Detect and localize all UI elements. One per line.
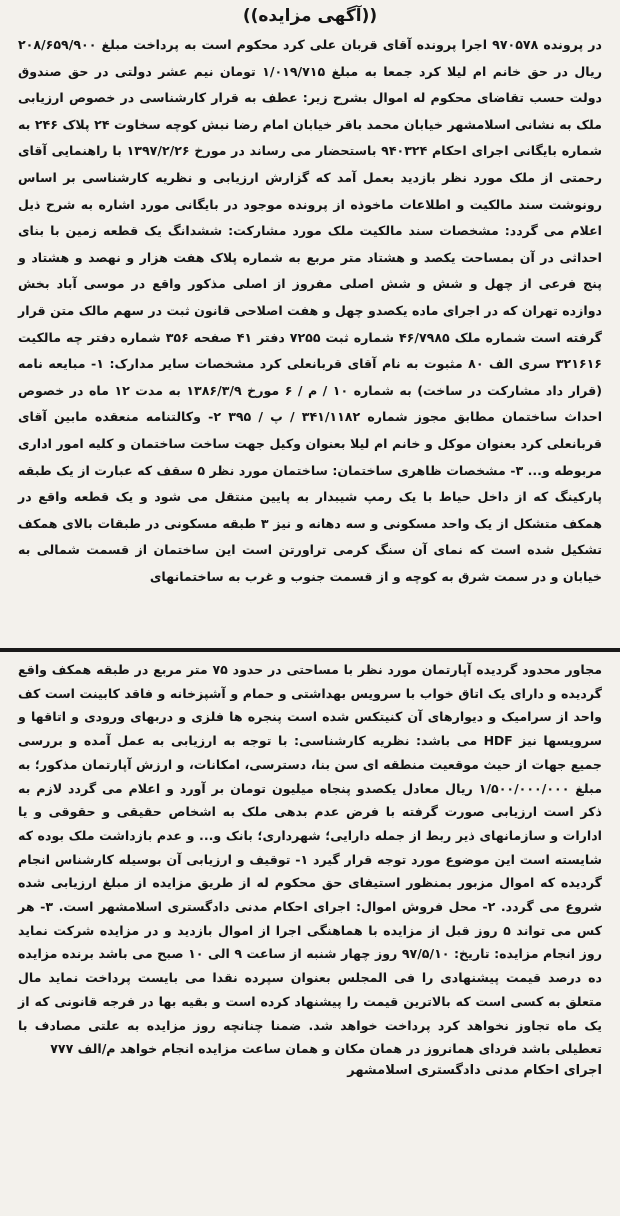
notice-title: ((آگهی مزایده)) bbox=[242, 6, 378, 26]
notice-paragraph-1: در پرونده ۹۷۰۵۷۸ اجرا پرونده آقای قربان علی کرد محکوم است به پرداخت مبلغ ۲۰۸/۶۵۹/۹۰۰ ریال در حق خانم ام لیلا کرد جمعا به مبلغ ۱/۰۱۹/۷۱۵ تومان نیم عشر دولتی در حق صندوق دولت حسب تقاضای محکوم له اموال بشرح زیر: عطف به قرار کارشناسی در خصوص ارزیابی ملک به نشانی اسلامشهر خیابان محمد باقر خیابان امام رضا نبش کوچه سخاوت ۲۴ پلاک ۲۴۶ به شماره بایگانی اجرای احکام ۹۴۰۳۲۴ باستحضار می رساند در مورخ ۱۳۹۷/۲/۲۶ با راهنمایی آقای رحمتی از ملک مورد نظر بازدید بعمل آمد که گزارش ارزیابی و نظریه کارشناسی بر اساس رونوشت سند مالکیت و اطلاعات ماخوذه از پرونده موجود در بایگانی مورد اشاره به شرح ذیل اعلام می گردد: مشخصات سند مالکیت ملک مورد مشارکت: ششدانگ یک قطعه زمین با بنای احداثی در آن بمساحت یکصد و هشتاد متر مربع به شماره پلاک هفت هزار و نهصد و هشتاد و پنج فرعی از چهل و شش و شش اصلی مفروز از اصلی مذکور واقع در موسی آباد بخش دوازده تهران که در اجرای ماده یکصدو چهل و هفت اصلاحی قانون ثبت در سهم مالک متن قرار گرفته است شماره ملک ۴۶/۷۹۸۵ شماره ثبت ۷۲۵۵ دفتر ۴۱ صفحه ۳۵۶ شماره دفتر چه مالکیت ۳۲۱۶۱۶ سری الف ۸۰ مثبوت به نام آقای قربانعلی کرد مشخصات سایر مدارک: ۱- مبایعه نامه (قرار داد مشارکت در ساخت) به شماره ۱۰ / م / ۶ مورخ ۱۳۸۶/۳/۹ به مدت ۱۲ ماه در خصوص احداث ساختمان مطابق مجوز شماره ۳۴۱/۱۱۸۲ / پ / ۳۹۵ ۲- وکالتنامه منعقده مابین آقای قربانعلی کرد بعنوان موکل و خانم ام لیلا بعنوان وکیل جهت ساخت ساختمان و کلیه امور اداری مربوطه و... ۳- مشخصات ظاهری ساختمان: ساختمان مورد نظر ۵ سقف که عبارت از یک طبقه پارکینگ که از داخل حیاط با یک رمپ شیبدار به پایین منتقل می شود و یک قطعه واقع در همکف متشکل از یک واحد مسکونی و سه دهانه و نیز ۳ طبقه مسکونی در طبقات بالای همکف تشکیل شده است که نمای آن سنگ کرمی تراورتن است این ساختمان از قسمت شمالی به خیابان و در سمت شرق به کوچه و از قسمت جنوب و غرب به ساختمانهای bbox=[18, 37, 603, 584]
notice-column-top bbox=[10, 0, 610, 648]
notice-paragraph-2: مجاور محدود گردیده آپارتمان مورد نظر با مساحتی در حدود ۷۵ متر مربع در طبقه همکف واقع گردیده و دارای یک اتاق خواب با سرویس بهداشتی و حمام و آشپزخانه و فاقد کابینت است کف واحد از سرامیک و دیوارهای آن کنیتکس شده است پنجره ها فلزی و دربهای ورودی و اتاقها و سرویسها نیز HDF می باشد: نظریه کارشناسی: با توجه به ارزیابی به عمل آمده و بررسی جمیع جهات از حیث موقعیت منطقه ای سن بنا، دسترسی، امکانات، و ارزش آپارتمان مذکور؛ به مبلغ ۱/۵۰۰/۰۰۰/۰۰۰ ریال معادل یکصدو پنجاه میلیون تومان بر آورد و اعلام می گردد لازم به ذکر است ارزیابی صورت گرفته با فرض عدم بدهی ملک به اشخاص حقیقی و حقوقی و یا ادارات و سازمانهای ذیر ربط از جمله دارایی؛ شهرداری؛ بانک و... و عدم بازداشت ملک بوده که شایسته است این موضوع مورد توجه قرار گیرد ۱- توقیف و ارزیابی آن بوسیله کارشناس انجام گردیده که اموال مزبور بمنظور استیفای حق محکوم له از طریق مزایده از مبلغ ارزیابی شده شروع می گردد. ۲- محل فروش اموال: اجرای احکام مدنی دادگستری اسلامشهر است. ۳- هر کس می تواند ۵ روز قبل از مزایده با هماهنگی اجرا از اموال بازدید و در مزایده شرکت نماید روز انجام مزایده: تاریخ: ۹۷/۵/۱۰ روز چهار شنبه از ساعت ۹ الی ۱۰ صبح می باشد برنده مزایده ده درصد قیمت پیشنهادی را فی المجلس بعنوان سپرده نقدا می بایست پرداخت نماید مال متعلق به کسی است که بالاترین قیمت را پیشنهاد کرده است و بقیه بها در فرجه قانونی که از یک ماه تجاوز نخواهد کرد پرداخت خواهد شد. ضمنا چنانچه روز مزایده به علتی مصادف با تعطیلی باشد فردای همانروز در همان مکان و همان ساعت مزایده انجام خواهد م/الف ۷۷۷ bbox=[18, 662, 603, 1057]
notice-signature: اجرای احکام مدنی دادگستری اسلامشهر bbox=[347, 1062, 602, 1078]
notice-column-bottom bbox=[10, 652, 610, 1212]
